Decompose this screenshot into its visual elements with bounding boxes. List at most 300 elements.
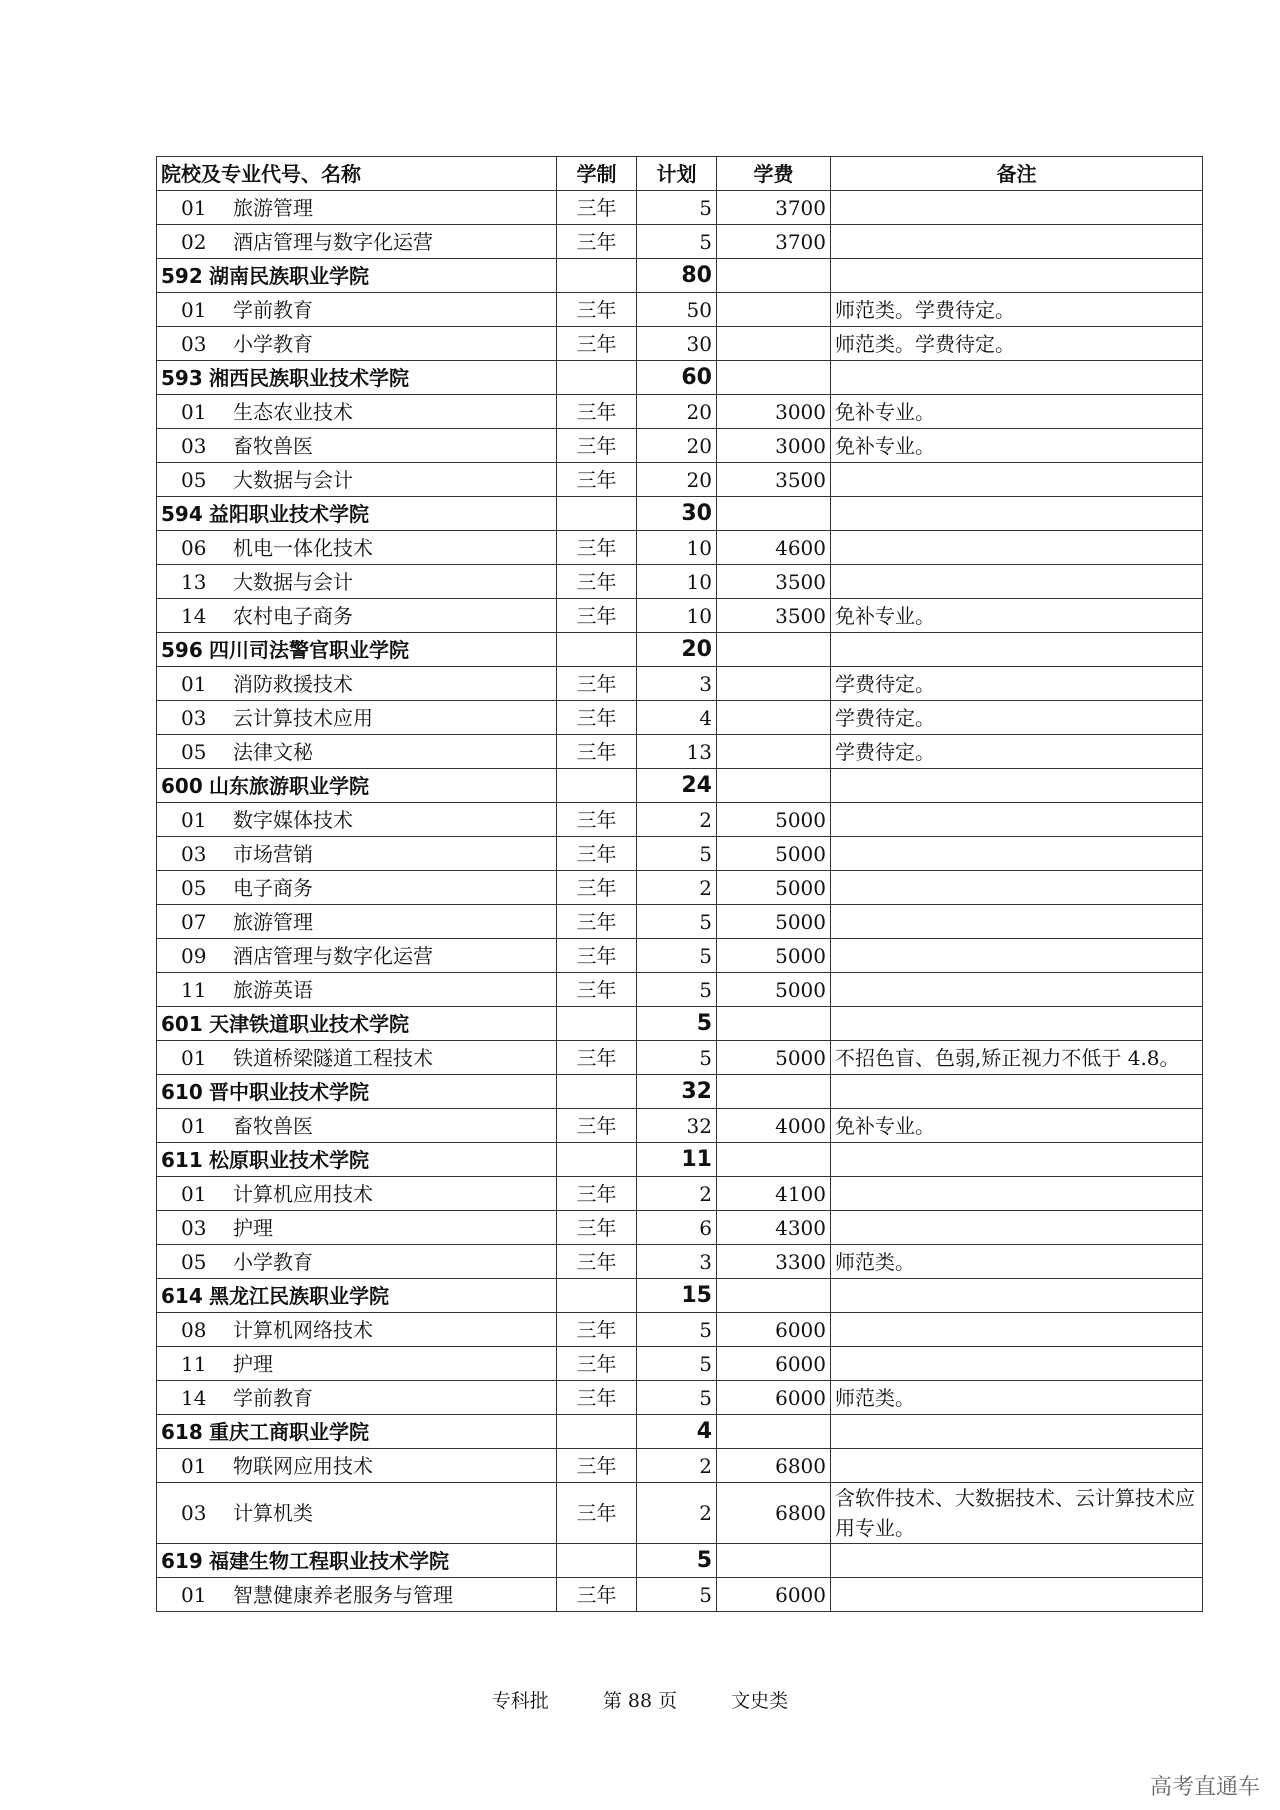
- fee-cell: [717, 1544, 831, 1578]
- name-cell: [157, 429, 557, 463]
- duration-cell: 三年: [557, 463, 637, 497]
- fee-cell: [717, 701, 831, 735]
- name-cell: [157, 769, 557, 803]
- footer-batch: 专科批: [491, 1690, 549, 1712]
- major-row: [157, 701, 1203, 735]
- name-text: 酒店管理与数字化运营: [233, 229, 433, 254]
- note-cell: 不招色盲、色弱,矫正视力不低于 4.8。: [831, 1041, 1203, 1075]
- major-row: [157, 1211, 1203, 1245]
- note-cell: [831, 1007, 1203, 1041]
- fee-cell: 5000: [717, 1041, 831, 1075]
- duration-cell: 三年: [557, 701, 637, 735]
- note-cell: [831, 769, 1203, 803]
- name-cell: [157, 871, 557, 905]
- name-cell: [157, 633, 557, 667]
- plan-cell: 5: [637, 1578, 717, 1612]
- plan-cell: 5: [637, 939, 717, 973]
- major-row: [157, 1313, 1203, 1347]
- name-cell: [157, 939, 557, 973]
- header-plan: 计划: [637, 157, 717, 191]
- note-cell: [831, 191, 1203, 225]
- fee-cell: [717, 327, 831, 361]
- note-cell: [831, 1075, 1203, 1109]
- plan-cell: 3: [637, 667, 717, 701]
- note-cell: [831, 905, 1203, 939]
- name-cell: [157, 1381, 557, 1415]
- code-text: 02: [181, 229, 207, 254]
- duration-cell: 三年: [557, 803, 637, 837]
- code-text: 11: [181, 977, 207, 1002]
- duration-cell: 三年: [557, 1483, 637, 1544]
- note-cell: 免补专业。: [831, 1109, 1203, 1143]
- code-text: 14: [181, 1385, 207, 1410]
- name-text: 机电一体化技术: [233, 535, 373, 560]
- plan-cell: 3: [637, 1245, 717, 1279]
- duration-cell: 三年: [557, 1313, 637, 1347]
- name-text: 小学教育: [233, 331, 313, 356]
- name-cell: [157, 565, 557, 599]
- name-text: 天津铁道职业技术学院: [209, 1011, 409, 1036]
- major-row: [157, 1109, 1203, 1143]
- note-cell: [831, 1279, 1203, 1313]
- code-text: 614: [161, 1283, 203, 1308]
- plan-cell: 5: [637, 225, 717, 259]
- name-text: 山东旅游职业学院: [209, 773, 369, 798]
- name-cell: [157, 1109, 557, 1143]
- duration-cell: 三年: [557, 1177, 637, 1211]
- fee-cell: 5000: [717, 905, 831, 939]
- name-cell: [157, 497, 557, 531]
- fee-cell: [717, 1143, 831, 1177]
- name-text: 铁道桥梁隧道工程技术: [233, 1045, 433, 1070]
- name-text: 重庆工商职业学院: [209, 1419, 369, 1444]
- duration-cell: [557, 1143, 637, 1177]
- note-cell: 师范类。: [831, 1381, 1203, 1415]
- name-text: 计算机应用技术: [233, 1181, 373, 1206]
- school-row: [157, 769, 1203, 803]
- duration-cell: [557, 497, 637, 531]
- plan-cell: 10: [637, 599, 717, 633]
- code-text: 01: [181, 1453, 207, 1478]
- plan-cell: 5: [637, 191, 717, 225]
- note-cell: [831, 497, 1203, 531]
- fee-cell: 5000: [717, 837, 831, 871]
- code-text: 01: [181, 807, 207, 832]
- plan-cell: 4: [637, 1415, 717, 1449]
- note-cell: [831, 259, 1203, 293]
- code-text: 03: [181, 433, 207, 458]
- major-row: [157, 565, 1203, 599]
- fee-cell: 6800: [717, 1449, 831, 1483]
- duration-cell: 三年: [557, 735, 637, 769]
- fee-cell: [717, 1075, 831, 1109]
- note-cell: [831, 939, 1203, 973]
- note-cell: 师范类。: [831, 1245, 1203, 1279]
- duration-cell: [557, 633, 637, 667]
- major-row: [157, 1381, 1203, 1415]
- fee-cell: 3500: [717, 565, 831, 599]
- name-cell: [157, 1415, 557, 1449]
- major-row: [157, 531, 1203, 565]
- major-row: [157, 905, 1203, 939]
- name-cell: [157, 1143, 557, 1177]
- code-text: 05: [181, 1249, 207, 1274]
- school-row: [157, 1544, 1203, 1578]
- name-text: 酒店管理与数字化运营: [233, 943, 433, 968]
- name-text: 大数据与会计: [233, 467, 353, 492]
- note-cell: 学费待定。: [831, 667, 1203, 701]
- name-cell: [157, 1177, 557, 1211]
- fee-cell: 3500: [717, 599, 831, 633]
- note-cell: [831, 225, 1203, 259]
- note-cell: 含软件技术、大数据技术、云计算技术应用专业。: [831, 1483, 1203, 1544]
- code-text: 01: [181, 297, 207, 322]
- note-cell: [831, 633, 1203, 667]
- fee-cell: [717, 1007, 831, 1041]
- name-text: 旅游英语: [233, 977, 313, 1002]
- note-cell: [831, 837, 1203, 871]
- code-text: 01: [181, 671, 207, 696]
- name-cell: [157, 1211, 557, 1245]
- major-row: [157, 1578, 1203, 1612]
- code-text: 611: [161, 1147, 203, 1172]
- plan-cell: 2: [637, 1483, 717, 1544]
- fee-cell: 6000: [717, 1313, 831, 1347]
- fee-cell: 5000: [717, 973, 831, 1007]
- name-cell: [157, 667, 557, 701]
- name-cell: [157, 1041, 557, 1075]
- note-cell: [831, 803, 1203, 837]
- note-cell: [831, 871, 1203, 905]
- name-text: 小学教育: [233, 1249, 313, 1274]
- plan-cell: 24: [637, 769, 717, 803]
- major-row: [157, 191, 1203, 225]
- code-text: 618: [161, 1419, 203, 1444]
- code-text: 05: [181, 739, 207, 764]
- footer-page: 第 88 页: [602, 1690, 678, 1712]
- major-row: [157, 1041, 1203, 1075]
- note-cell: [831, 1449, 1203, 1483]
- duration-cell: 三年: [557, 871, 637, 905]
- fee-cell: 6000: [717, 1578, 831, 1612]
- note-cell: [831, 1347, 1203, 1381]
- name-text: 大数据与会计: [233, 569, 353, 594]
- plan-cell: 5: [637, 837, 717, 871]
- name-cell: [157, 803, 557, 837]
- name-text: 数字媒体技术: [233, 807, 353, 832]
- name-cell: [157, 1449, 557, 1483]
- duration-cell: 三年: [557, 905, 637, 939]
- note-cell: 师范类。学费待定。: [831, 293, 1203, 327]
- fee-cell: 5000: [717, 803, 831, 837]
- school-row: [157, 1075, 1203, 1109]
- school-row: [157, 361, 1203, 395]
- note-cell: [831, 463, 1203, 497]
- duration-cell: [557, 259, 637, 293]
- plan-cell: 30: [637, 327, 717, 361]
- code-text: 600: [161, 773, 203, 798]
- major-row: [157, 1245, 1203, 1279]
- name-text: 湘西民族职业技术学院: [209, 365, 409, 390]
- name-text: 学前教育: [233, 1385, 313, 1410]
- note-cell: 学费待定。: [831, 735, 1203, 769]
- code-text: 601: [161, 1011, 203, 1036]
- fee-cell: [717, 769, 831, 803]
- duration-cell: 三年: [557, 429, 637, 463]
- duration-cell: [557, 1075, 637, 1109]
- name-cell: [157, 395, 557, 429]
- name-text: 计算机类: [233, 1501, 313, 1525]
- duration-cell: 三年: [557, 1211, 637, 1245]
- name-cell: [157, 1007, 557, 1041]
- duration-cell: 三年: [557, 939, 637, 973]
- code-text: 593: [161, 365, 203, 390]
- fee-cell: [717, 1279, 831, 1313]
- duration-cell: 三年: [557, 1041, 637, 1075]
- page-footer: [0, 1686, 1280, 1713]
- note-cell: 免补专业。: [831, 429, 1203, 463]
- duration-cell: 三年: [557, 973, 637, 1007]
- plan-cell: 50: [637, 293, 717, 327]
- name-cell: [157, 905, 557, 939]
- name-text: 市场营销: [233, 841, 313, 866]
- code-text: 01: [181, 1582, 207, 1607]
- name-text: 消防救援技术: [233, 671, 353, 696]
- major-row: [157, 735, 1203, 769]
- plan-cell: 20: [637, 395, 717, 429]
- code-text: 03: [181, 1501, 207, 1525]
- plan-cell: 5: [637, 1041, 717, 1075]
- note-cell: [831, 531, 1203, 565]
- major-row: [157, 1177, 1203, 1211]
- major-row: [157, 1483, 1203, 1544]
- code-text: 05: [181, 875, 207, 900]
- duration-cell: [557, 1279, 637, 1313]
- plan-cell: 13: [637, 735, 717, 769]
- plan-cell: 20: [637, 463, 717, 497]
- plan-cell: 6: [637, 1211, 717, 1245]
- name-cell: [157, 361, 557, 395]
- code-text: 594: [161, 501, 203, 526]
- name-text: 松原职业技术学院: [209, 1147, 369, 1172]
- name-cell: [157, 1578, 557, 1612]
- code-text: 619: [161, 1548, 203, 1573]
- name-text: 护理: [233, 1351, 273, 1376]
- name-text: 电子商务: [233, 875, 313, 900]
- major-row: [157, 599, 1203, 633]
- header-name: 院校及专业代号、名称: [157, 157, 557, 191]
- plan-cell: 80: [637, 259, 717, 293]
- name-text: 益阳职业技术学院: [209, 501, 369, 526]
- plan-cell: 2: [637, 871, 717, 905]
- fee-cell: 4300: [717, 1211, 831, 1245]
- header-fee: 学费: [717, 157, 831, 191]
- major-row: [157, 939, 1203, 973]
- major-row: [157, 225, 1203, 259]
- note-cell: [831, 1143, 1203, 1177]
- name-cell: [157, 259, 557, 293]
- note-cell: [831, 565, 1203, 599]
- plan-cell: 32: [637, 1075, 717, 1109]
- plan-cell: 2: [637, 803, 717, 837]
- name-text: 云计算技术应用: [233, 705, 373, 730]
- code-text: 610: [161, 1079, 203, 1104]
- note-cell: [831, 1415, 1203, 1449]
- duration-cell: 三年: [557, 1347, 637, 1381]
- name-text: 晋中职业技术学院: [209, 1079, 369, 1104]
- name-cell: [157, 599, 557, 633]
- duration-cell: 三年: [557, 837, 637, 871]
- code-text: 09: [181, 943, 207, 968]
- school-row: [157, 1279, 1203, 1313]
- school-row: [157, 633, 1203, 667]
- code-text: 03: [181, 705, 207, 730]
- duration-cell: 三年: [557, 531, 637, 565]
- name-cell: [157, 1075, 557, 1109]
- code-text: 06: [181, 535, 207, 560]
- code-text: 01: [181, 195, 207, 220]
- plan-cell: 32: [637, 1109, 717, 1143]
- plan-cell: 5: [637, 1313, 717, 1347]
- plan-cell: 5: [637, 905, 717, 939]
- name-cell: [157, 1313, 557, 1347]
- note-cell: 免补专业。: [831, 599, 1203, 633]
- name-cell: [157, 735, 557, 769]
- note-cell: 学费待定。: [831, 701, 1203, 735]
- name-text: 农村电子商务: [233, 603, 353, 628]
- name-cell: [157, 973, 557, 1007]
- fee-cell: [717, 633, 831, 667]
- code-text: 01: [181, 1181, 207, 1206]
- plan-cell: 60: [637, 361, 717, 395]
- school-row: [157, 259, 1203, 293]
- name-text: 四川司法警官职业学院: [209, 637, 409, 662]
- duration-cell: 三年: [557, 1381, 637, 1415]
- duration-cell: 三年: [557, 225, 637, 259]
- duration-cell: [557, 361, 637, 395]
- table-header-row: [157, 157, 1203, 191]
- note-cell: [831, 973, 1203, 1007]
- duration-cell: 三年: [557, 1245, 637, 1279]
- major-row: [157, 327, 1203, 361]
- code-text: 01: [181, 1113, 207, 1138]
- note-cell: [831, 1544, 1203, 1578]
- note-cell: [831, 1211, 1203, 1245]
- major-row: [157, 429, 1203, 463]
- name-text: 物联网应用技术: [233, 1453, 373, 1478]
- school-row: [157, 497, 1203, 531]
- watermark-text: 高考直通车: [1149, 1775, 1260, 1800]
- name-text: 计算机网络技术: [233, 1317, 373, 1342]
- code-text: 13: [181, 569, 207, 594]
- plan-cell: 5: [637, 1347, 717, 1381]
- plan-cell: 5: [637, 973, 717, 1007]
- fee-cell: 3500: [717, 463, 831, 497]
- fee-cell: 4000: [717, 1109, 831, 1143]
- plan-cell: 20: [637, 633, 717, 667]
- major-row: [157, 871, 1203, 905]
- note-cell: 免补专业。: [831, 395, 1203, 429]
- name-text: 智慧健康养老服务与管理: [233, 1582, 453, 1607]
- code-text: 05: [181, 467, 207, 492]
- duration-cell: 三年: [557, 667, 637, 701]
- plan-cell: 10: [637, 565, 717, 599]
- fee-cell: [717, 293, 831, 327]
- duration-cell: 三年: [557, 395, 637, 429]
- name-cell: [157, 1347, 557, 1381]
- fee-cell: 5000: [717, 939, 831, 973]
- name-text: 黑龙江民族职业学院: [209, 1283, 389, 1308]
- duration-cell: 三年: [557, 599, 637, 633]
- school-row: [157, 1007, 1203, 1041]
- fee-cell: 6000: [717, 1347, 831, 1381]
- major-row: [157, 973, 1203, 1007]
- name-text: 畜牧兽医: [233, 1113, 313, 1138]
- major-row: [157, 1449, 1203, 1483]
- code-text: 596: [161, 637, 203, 662]
- duration-cell: [557, 769, 637, 803]
- major-row: [157, 463, 1203, 497]
- name-text: 学前教育: [233, 297, 313, 322]
- code-text: 07: [181, 909, 207, 934]
- plan-cell: 20: [637, 429, 717, 463]
- fee-cell: 4600: [717, 531, 831, 565]
- plan-cell: 5: [637, 1007, 717, 1041]
- name-cell: [157, 293, 557, 327]
- plan-cell: 2: [637, 1177, 717, 1211]
- admission-plan-table: [156, 156, 1203, 1612]
- duration-cell: 三年: [557, 1449, 637, 1483]
- duration-cell: [557, 1544, 637, 1578]
- major-row: [157, 293, 1203, 327]
- name-text: 畜牧兽医: [233, 433, 313, 458]
- duration-cell: [557, 1415, 637, 1449]
- code-text: 03: [181, 1215, 207, 1240]
- plan-cell: 11: [637, 1143, 717, 1177]
- duration-cell: 三年: [557, 327, 637, 361]
- name-cell: [157, 327, 557, 361]
- code-text: 11: [181, 1351, 207, 1376]
- name-cell: [157, 1279, 557, 1313]
- school-row: [157, 1415, 1203, 1449]
- code-text: 08: [181, 1317, 207, 1342]
- major-row: [157, 395, 1203, 429]
- name-cell: [157, 225, 557, 259]
- fee-cell: [717, 1415, 831, 1449]
- fee-cell: 3700: [717, 191, 831, 225]
- plan-cell: 10: [637, 531, 717, 565]
- code-text: 01: [181, 399, 207, 424]
- name-cell: [157, 191, 557, 225]
- note-cell: [831, 361, 1203, 395]
- note-cell: 师范类。学费待定。: [831, 327, 1203, 361]
- fee-cell: 4100: [717, 1177, 831, 1211]
- school-row: [157, 1143, 1203, 1177]
- code-text: 14: [181, 603, 207, 628]
- plan-cell: 4: [637, 701, 717, 735]
- name-text: 法律文秘: [233, 739, 313, 764]
- duration-cell: [557, 1007, 637, 1041]
- fee-cell: 3700: [717, 225, 831, 259]
- name-cell: [157, 1544, 557, 1578]
- name-cell: [157, 1483, 557, 1544]
- fee-cell: [717, 361, 831, 395]
- fee-cell: [717, 667, 831, 701]
- fee-cell: 3000: [717, 429, 831, 463]
- plan-cell: 5: [637, 1544, 717, 1578]
- plan-cell: 15: [637, 1279, 717, 1313]
- name-text: 福建生物工程职业技术学院: [209, 1548, 449, 1573]
